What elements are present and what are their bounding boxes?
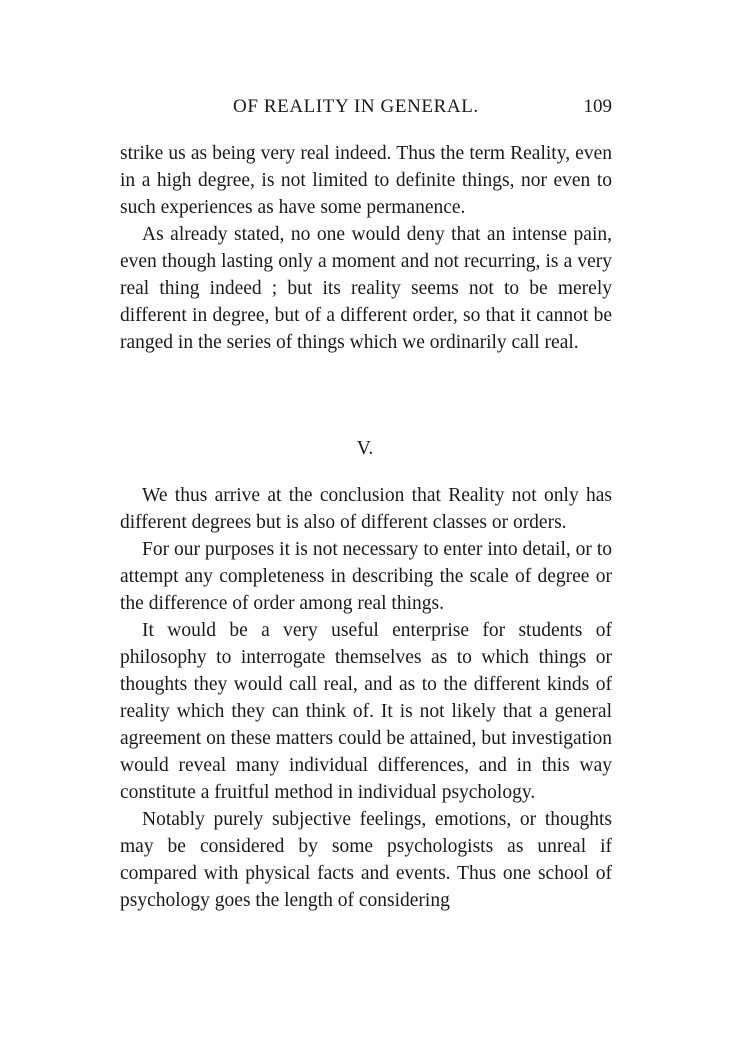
paragraph: For our purposes it is not necessary to enter into detail, or to attempt any completeness in describing the scale of degree or the difference of order among real things.	[120, 539, 612, 614]
paragraph: We thus arrive at the conclusion that Reality not only has different degrees but is also of different classes or orders.	[120, 485, 612, 533]
section-heading: V.	[356, 438, 374, 459]
text-block-before-section	[120, 140, 612, 356]
paragraph: Notably purely subjective feelings, emotions, or thoughts may be considered by some psychologists as unreal if compared with physical facts and events. Thus one school of psychology goes the length of considering	[120, 809, 612, 911]
running-head	[120, 96, 612, 124]
text-block-after-section	[120, 482, 612, 914]
paragraph: It would be a very useful enterprise for students of philosophy to interrogate themselves as to which things or thoughts they would call real, and as to the different kinds of reality which they can think of. It is not likely that a general agreement on these matters could be attained, but investigation would reveal many individual differences, and in this way constitute a fruitful method in individual psychology.	[120, 620, 612, 803]
running-title: OF REALITY IN GENERAL.	[233, 96, 479, 117]
page-number: 109	[583, 96, 612, 117]
paragraph: strike us as being very real indeed. Thus the term Reality, even in a high degree, is not limited to definite things, nor even to such experiences as have some permanence.	[120, 143, 612, 218]
paragraph: As already stated, no one would deny that an intense pain, even though lasting only a moment and not recurring, is a very real thing indeed ; but its reality seems not to be merely different in degree, but of a different order, so that it cannot be ranged in the series of things which we ordinarily call real.	[120, 224, 612, 353]
